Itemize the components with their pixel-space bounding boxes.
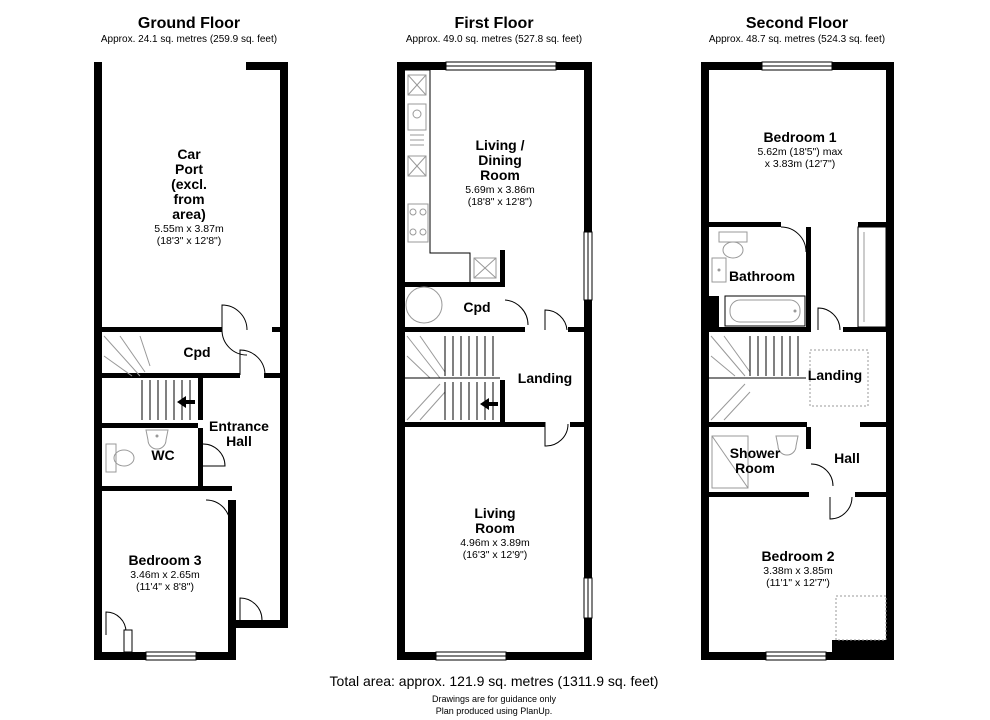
- room-landing: Landing: [517, 370, 573, 386]
- living-line2: Room: [475, 520, 515, 536]
- living-dining-line3: Room: [480, 167, 520, 183]
- ground-floor: [94, 15, 288, 660]
- wall: [806, 227, 811, 330]
- wall: [236, 620, 288, 628]
- bath-icon: [725, 296, 805, 326]
- total-area: Total area: approx. 121.9 sq. metres (1311.9 sq. feet): [329, 673, 659, 689]
- bedroom2-dim-metric: 3.38m x 3.85m: [763, 565, 833, 577]
- wall: [832, 640, 886, 654]
- shower-room-line1: Shower: [729, 445, 781, 461]
- wall: [855, 492, 886, 497]
- wall: [272, 327, 282, 332]
- second-floor: [701, 15, 894, 660]
- room-living-dining: [465, 137, 535, 208]
- door-swing: [505, 300, 528, 325]
- room-bedroom-2: [761, 548, 834, 589]
- ground-floor-area: Approx. 24.1 sq. metres (259.9 sq. feet): [100, 34, 278, 45]
- living-dining-line2: Dining: [478, 152, 522, 168]
- door-swing: [222, 330, 247, 355]
- door-swing: [811, 464, 833, 486]
- wall: [102, 373, 240, 378]
- wall: [709, 327, 811, 332]
- car-port-line2: Port: [175, 161, 203, 177]
- wall: [94, 62, 102, 658]
- room-car-port: [154, 146, 224, 247]
- entrance-hall-line1: Entrance: [209, 418, 269, 434]
- wall: [568, 327, 584, 332]
- living-dining-dim-metric: 5.69m x 3.86m: [465, 184, 535, 196]
- bedroom1-dim-line1: 5.62m (18'5") max: [757, 146, 843, 158]
- door-swing: [240, 350, 265, 375]
- wall: [709, 222, 781, 227]
- room-hall: Hall: [834, 450, 860, 466]
- entrance-hall-line2: Hall: [226, 433, 252, 449]
- wall: [246, 62, 288, 70]
- room-bedroom-3: [128, 552, 201, 593]
- wall: [102, 423, 198, 428]
- wall: [858, 222, 886, 227]
- wall: [701, 62, 709, 660]
- room-cpd: Cpd: [463, 299, 491, 315]
- second-floor-area: Approx. 48.7 sq. metres (524.3 sq. feet): [708, 34, 886, 45]
- living-dim-metric: 4.96m x 3.89m: [460, 537, 530, 549]
- bedroom3-name: Bedroom 3: [128, 552, 202, 568]
- cupboard: [836, 596, 886, 640]
- stair-arrow-icon: [480, 398, 498, 410]
- bedroom1-dim-line2: x 3.83m (12'7"): [764, 158, 836, 170]
- bedroom2-name: Bedroom 2: [761, 548, 835, 564]
- living-dim-imperial: (16'3" x 12'9"): [462, 549, 528, 561]
- wall: [264, 373, 282, 378]
- wall: [198, 378, 203, 420]
- door-swing: [545, 422, 568, 446]
- cupboard: [124, 630, 132, 652]
- car-port-dim-imperial: (18'3" x 12'8"): [156, 235, 222, 247]
- wall: [405, 282, 505, 287]
- basin-icon: [712, 258, 726, 282]
- car-port-line3: (excl.: [171, 176, 207, 192]
- footer: [330, 673, 659, 716]
- room-bathroom: Bathroom: [728, 268, 796, 284]
- wall: [806, 427, 811, 449]
- wall: [709, 422, 807, 427]
- wall: [102, 486, 232, 491]
- boiler-icon: [406, 287, 442, 323]
- first-floor-area: Approx. 49.0 sq. metres (527.8 sq. feet): [405, 34, 583, 45]
- wall: [570, 422, 584, 427]
- door-swing: [206, 500, 230, 524]
- bedroom1-name: Bedroom 1: [763, 129, 837, 145]
- living-line1: Living: [474, 505, 516, 521]
- room-cpd: Cpd: [183, 344, 211, 360]
- wall: [709, 492, 809, 497]
- room-landing: Landing: [807, 367, 863, 383]
- door-swing: [222, 305, 247, 330]
- car-port-dim-metric: 5.55m x 3.87m: [154, 223, 224, 235]
- door-swing: [781, 227, 806, 252]
- wall: [228, 500, 236, 660]
- toilet-icon: [719, 232, 747, 258]
- bedroom3-dim-metric: 3.46m x 2.65m: [130, 569, 200, 581]
- door-swing: [240, 598, 262, 620]
- door-swing: [106, 612, 126, 635]
- wall: [709, 296, 719, 330]
- door-swing: [545, 310, 567, 330]
- room-bedroom-1: [757, 129, 843, 170]
- room-wc: WC: [151, 447, 175, 463]
- wall: [405, 422, 545, 427]
- car-port-line5: area): [172, 206, 206, 222]
- wall: [102, 327, 222, 332]
- second-floor-title: Second Floor: [745, 15, 849, 32]
- shower-room-line2: Room: [735, 460, 775, 476]
- wardrobe: [858, 227, 886, 327]
- bedroom3-dim-imperial: (11'4" x 8'8"): [136, 581, 194, 593]
- wall: [500, 250, 505, 287]
- guidance-note: Drawings are for guidance only: [431, 694, 557, 704]
- wall: [198, 428, 203, 488]
- door-swing: [818, 308, 840, 330]
- producer-note: Plan produced using PlanUp.: [435, 706, 553, 716]
- ground-floor-title: Ground Floor: [137, 15, 241, 32]
- staircase: [709, 336, 806, 420]
- car-port-line4: from: [173, 191, 205, 207]
- toilet-icon: [106, 444, 134, 472]
- wall: [860, 422, 886, 427]
- stair-arrow-icon: [177, 396, 195, 408]
- wall: [843, 327, 886, 332]
- wall: [584, 62, 592, 660]
- door-swing: [203, 444, 225, 466]
- first-floor-title: First Floor: [454, 15, 534, 32]
- car-port-line1: Car: [177, 146, 201, 162]
- wall: [886, 62, 894, 660]
- bedroom2-dim-imperial: (11'1" x 12'7"): [766, 577, 830, 589]
- wall: [397, 62, 405, 660]
- wall: [405, 327, 525, 332]
- living-dining-dim-imperial: (18'8" x 12'8"): [467, 196, 533, 208]
- living-dining-line1: Living /: [475, 137, 525, 153]
- wall: [280, 62, 288, 628]
- room-living: [460, 505, 530, 561]
- door-swing: [830, 497, 852, 519]
- first-floor: [397, 15, 592, 660]
- wall: [500, 380, 505, 422]
